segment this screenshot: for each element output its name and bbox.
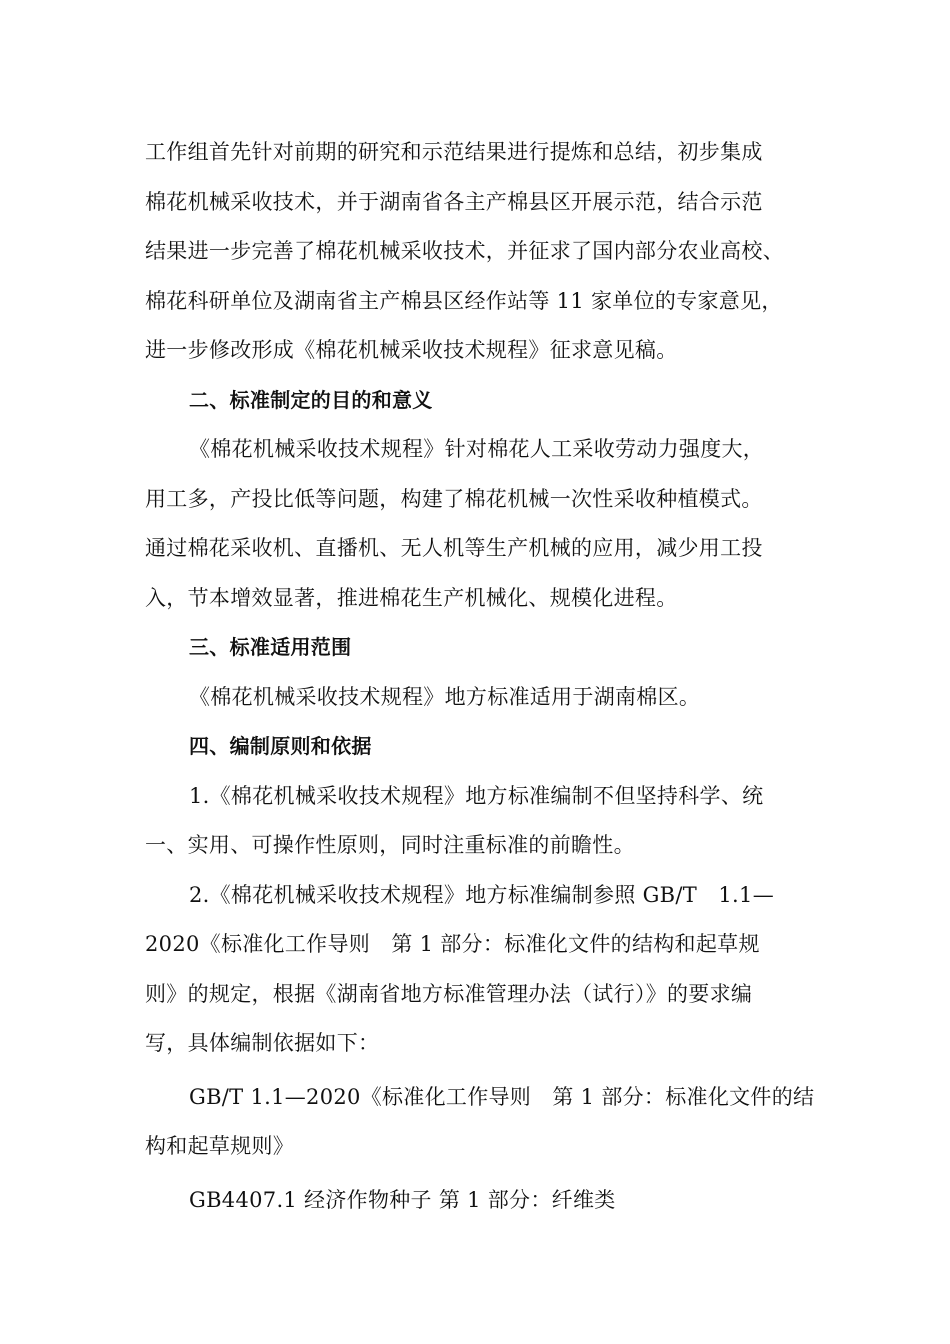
paragraph-line: 一、实用、可操作性原则，同时注重标准的前瞻性。 bbox=[145, 833, 635, 857]
document-body bbox=[145, 128, 815, 1225]
reference-line: GB4407.1 经济作物种子 第 1 部分：纤维类 bbox=[189, 1187, 616, 1212]
paragraph-line: 通过棉花采收机、直播机、无人机等生产机械的应用，减少用工投 bbox=[145, 536, 763, 560]
paragraph-line: 用工多，产投比低等问题，构建了棉花机械一次性采收种植模式。 bbox=[145, 486, 763, 511]
paragraph-line: 棉花科研单位及湖南省主产棉县区经作站等 11 家单位的专家意见， bbox=[145, 288, 783, 313]
paragraph-line: 写，具体编制依据如下： bbox=[145, 1031, 380, 1055]
reference-line: GB/T 1.1—2020《标准化工作导则 第 1 部分：标准化文件的结 bbox=[189, 1084, 815, 1109]
paragraph-line: 《棉花机械采收技术规程》地方标准适用于湖南棉区。 bbox=[189, 684, 701, 709]
section-heading-principles: 四、编制原则和依据 bbox=[189, 734, 372, 758]
section-heading-scope: 三、标准适用范围 bbox=[189, 635, 352, 659]
reference-line: 构和起草规则》 bbox=[145, 1134, 295, 1158]
section-heading-purpose: 二、标准制定的目的和意义 bbox=[189, 387, 433, 412]
paragraph-line: 进一步修改形成《棉花机械采收技术规程》征求意见稿。 bbox=[145, 338, 678, 362]
paragraph-line: 2.《棉花机械采收技术规程》地方标准编制参照 GB/T 1.1— bbox=[189, 882, 774, 907]
paragraph-line: 则》的规定，根据《湖南省地方标准管理办法（试行）》的要求编 bbox=[145, 981, 753, 1006]
paragraph-line: 工作组首先针对前期的研究和示范结果进行提炼和总结，初步集成 bbox=[145, 140, 763, 164]
paragraph-line: 2020《标准化工作导则 第 1 部分：标准化文件的结构和起草规 bbox=[145, 932, 760, 956]
paragraph-line: 结果进一步完善了棉花机械采收技术，并征求了国内部分农业高校、 bbox=[145, 239, 784, 263]
paragraph-line: 入，节本增效显著，推进棉花生产机械化、规模化进程。 bbox=[145, 585, 678, 610]
paragraph-line: 棉花机械采收技术，并于湖南省各主产棉县区开展示范，结合示范 bbox=[145, 189, 763, 214]
paragraph-line: 1.《棉花机械采收技术规程》地方标准编制不但坚持科学、统 bbox=[189, 783, 764, 808]
paragraph-line: 《棉花机械采收技术规程》针对棉花人工采收劳动力强度大， bbox=[189, 437, 765, 461]
